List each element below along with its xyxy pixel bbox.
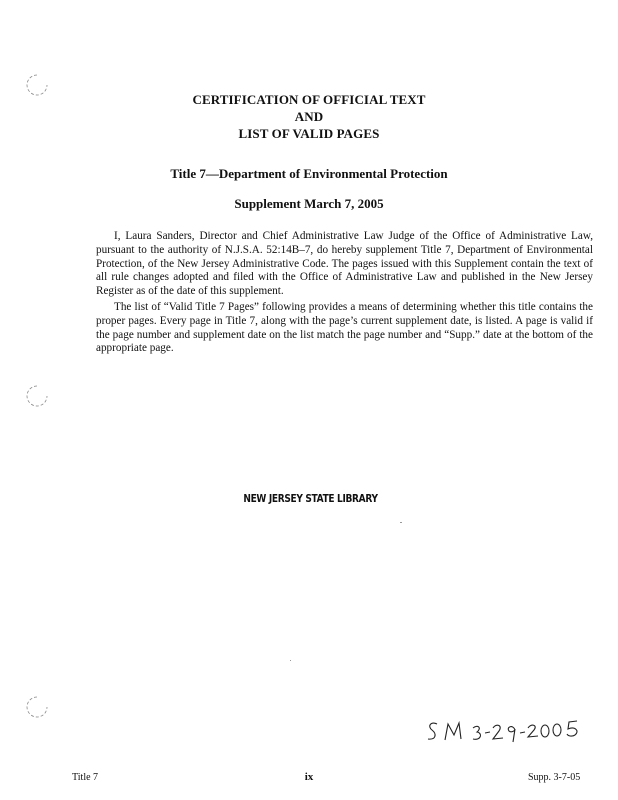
footer-title: Title 7 [72, 772, 99, 783]
supplement-date-heading: Supplement March 7, 2005 [234, 196, 384, 211]
library-stamp: NEW JERSEY STATE LIBRARY [243, 492, 378, 505]
heading-line-2: AND [294, 109, 324, 124]
punch-hole-icon [24, 694, 50, 720]
certification-heading [0, 91, 618, 142]
heading-line-3: LIST OF VALID PAGES [238, 126, 380, 141]
scan-speck [400, 522, 402, 523]
valid-pages-paragraph: The list of “Valid Title 7 Pages” following provides a means of determining whether this title contains the proper pages. Every page in Title 7, along with the page’s current supplement date, is listed. A page is valid if the page number and supplement date on the list match the page number and “Supp.” date at the bottom of the appropriate page. [96, 301, 593, 355]
handwritten-note [425, 718, 590, 748]
certification-paragraph: I, Laura Sanders, Director and Chief Administrative Law Judge of the Office of Administrative Law, pursuant to the authority of N.J.S.A. 52:14B–7, do hereby supplement Title 7, Department of Environmental Protection, of the New Jersey Administrative Code. The pages issued with this Supplement contain the text of all rule changes adopted and filed with the Office of Administrative Law and published in the New Jersey Register as of the date of this supplement. [96, 230, 593, 298]
page-number: ix [304, 771, 314, 783]
heading-line-1: CERTIFICATION OF OFFICIAL TEXT [192, 92, 426, 107]
title-heading: Title 7—Department of Environmental Protection [170, 166, 448, 181]
scan-speck [290, 660, 291, 661]
footer-supplement-date: Supp. 3-7-05 [528, 772, 581, 783]
punch-hole-icon [24, 383, 50, 409]
